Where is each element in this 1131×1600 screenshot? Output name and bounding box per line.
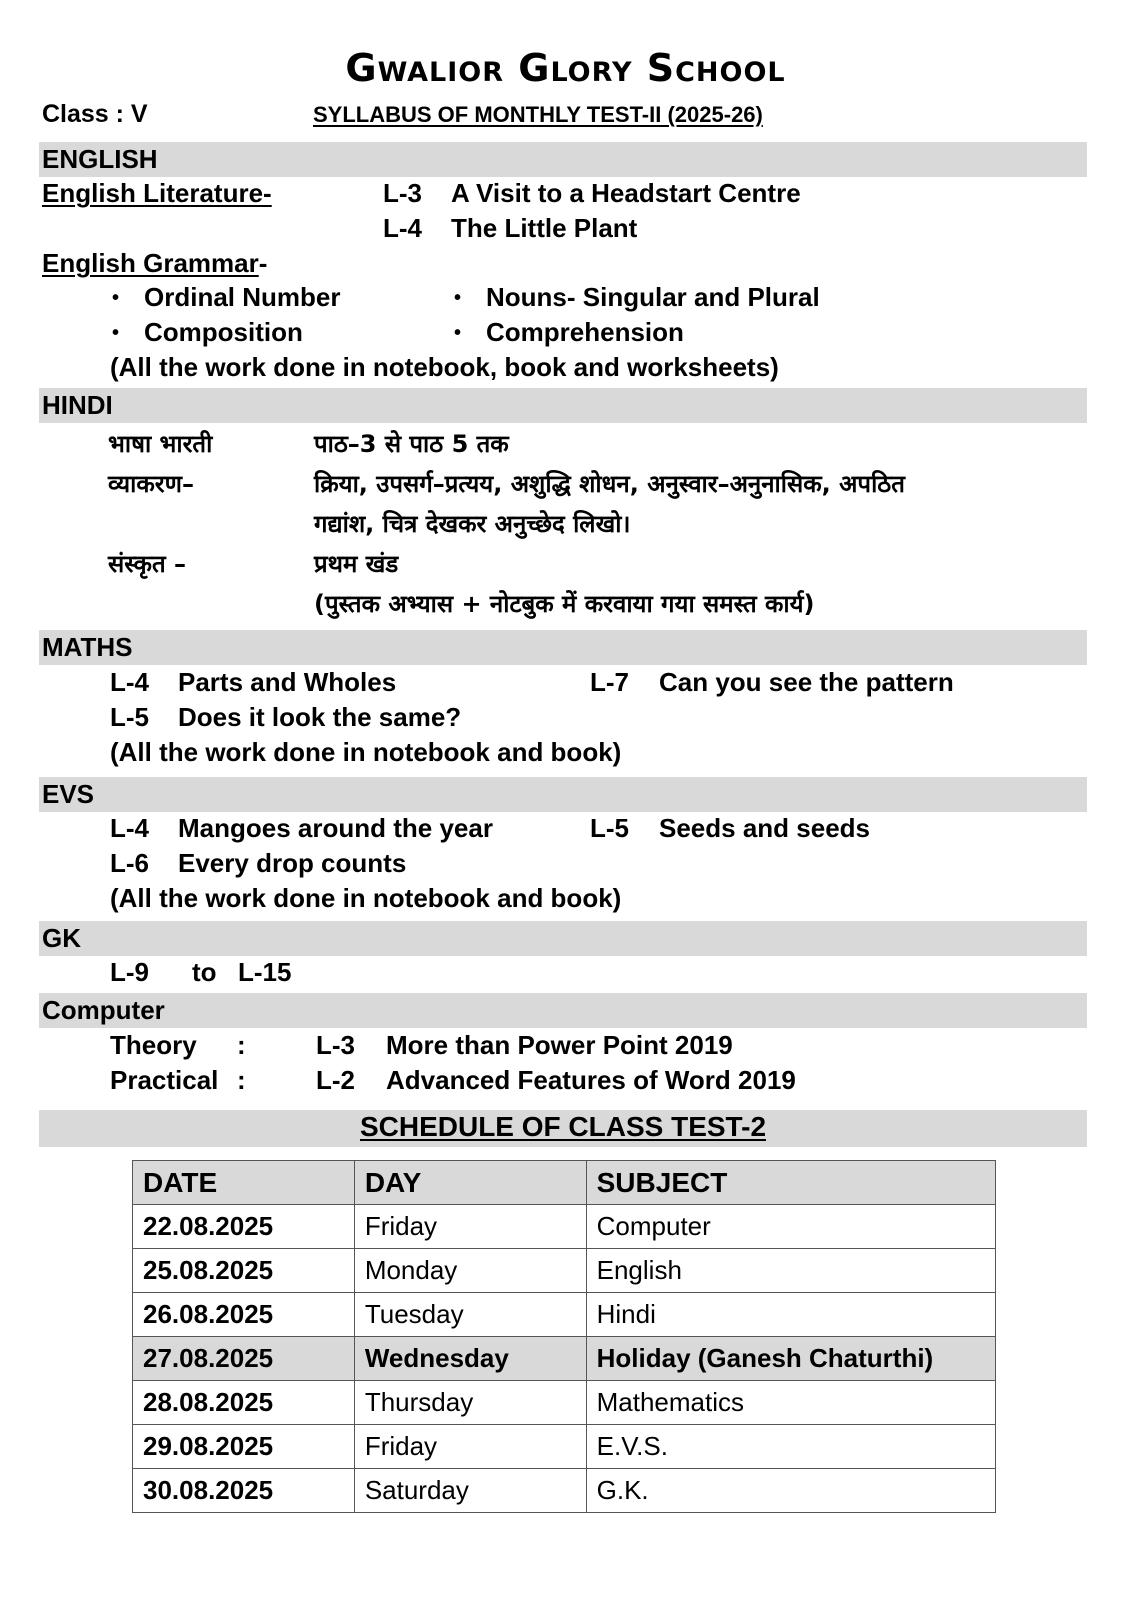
hindi-note: (पुस्तक अभ्यास + नोटबुक में करवाया गया समस्त कार्य): [314, 590, 815, 618]
bullet-icon: •: [454, 287, 462, 309]
table-row: [133, 1469, 996, 1513]
bullet-icon: •: [112, 287, 120, 309]
day-cell: Friday: [354, 1425, 586, 1469]
column-header-day: DAY: [354, 1161, 586, 1205]
day-cell: Monday: [354, 1249, 586, 1293]
school-name: Gwalior Glory School: [345, 46, 786, 90]
hindi-row-2-content-cont: गद्यांश, चित्र देखकर अनुच्छेद लिखो।: [314, 510, 631, 538]
date-cell: 25.08.2025: [133, 1249, 355, 1293]
day-cell: Tuesday: [354, 1293, 586, 1337]
grammar-topic-2: Nouns- Singular and Plural: [486, 282, 820, 312]
computer-theory-title: More than Power Point 2019: [386, 1030, 733, 1060]
subject-cell: E.V.S.: [586, 1425, 995, 1469]
hindi-row-2-content: क्रिया, उपसर्ग–प्रत्यय, अशुद्धि शोधन, अनुस्वार–अनुनासिक, अपठित: [314, 470, 905, 498]
day-cell: Thursday: [354, 1381, 586, 1425]
date-cell: 28.08.2025: [133, 1381, 355, 1425]
bullet-icon: •: [112, 322, 120, 344]
computer-theory-colon: :: [237, 1030, 246, 1060]
class-label: Class : V: [42, 100, 148, 128]
evs-lesson-1-title: Mangoes around the year: [178, 813, 493, 843]
hindi-row-2-label: व्याकरण–: [108, 470, 194, 498]
schedule-table: [132, 1160, 996, 1513]
english-literature-label: English Literature-: [42, 178, 272, 208]
schedule-heading: SCHEDULE OF CLASS TEST-2: [359, 1111, 767, 1142]
date-cell: 29.08.2025: [133, 1425, 355, 1469]
maths-lesson-1-title: Parts and Wholes: [178, 667, 397, 697]
maths-lesson-1-number: L-4: [110, 667, 149, 697]
day-cell: Saturday: [354, 1469, 586, 1513]
column-header-subject: SUBJECT: [586, 1161, 995, 1205]
english-grammar-heading: [42, 248, 267, 279]
grammar-topic-4: Comprehension: [486, 317, 684, 347]
computer-practical-lesson: L-2: [316, 1065, 355, 1095]
subject-cell: Holiday (Ganesh Chaturthi): [586, 1337, 995, 1381]
computer-practical-colon: :: [237, 1065, 246, 1095]
evs-note: (All the work done in notebook and book): [110, 883, 622, 913]
syllabus-title: SYLLABUS OF MONTHLY TEST-II (2025-26): [313, 102, 763, 127]
bullet-icon: •: [454, 322, 462, 344]
hindi-row-3-label: संस्कृत –: [108, 550, 187, 578]
hindi-row-1-label: भाषा भारती: [108, 430, 213, 458]
maths-lesson-2-title: Can you see the pattern: [659, 667, 954, 697]
schedule-heading-band: [39, 1110, 1087, 1147]
maths-heading: MATHS: [42, 632, 133, 662]
maths-note: (All the work done in notebook and book): [110, 737, 622, 767]
maths-lesson-3-title: Does it look the same?: [178, 702, 462, 732]
computer-theory-label: Theory: [110, 1030, 197, 1060]
hindi-heading: HINDI: [42, 390, 113, 420]
hindi-row-1-content: पाठ–3 से पाठ 5 तक: [314, 430, 509, 458]
subject-cell: Hindi: [586, 1293, 995, 1337]
gk-heading: GK: [42, 923, 81, 953]
column-header-date: DATE: [133, 1161, 355, 1205]
day-cell: Wednesday: [354, 1337, 586, 1381]
subject-cell: Mathematics: [586, 1381, 995, 1425]
english-grammar-label: English Grammar: [42, 248, 259, 278]
schedule-header-row: [133, 1161, 996, 1205]
hindi-row-3-content: प्रथम खंड: [314, 550, 399, 578]
english-lit-lesson-2-number: L-4: [383, 213, 422, 243]
maths-lesson-3-number: L-5: [110, 702, 149, 732]
subject-cell: English: [586, 1249, 995, 1293]
evs-lesson-1-number: L-4: [110, 813, 149, 843]
evs-lesson-2-number: L-5: [590, 813, 629, 843]
date-cell: 27.08.2025: [133, 1337, 355, 1381]
evs-lesson-2-title: Seeds and seeds: [659, 813, 870, 843]
computer-heading: Computer: [42, 995, 165, 1025]
english-lit-lesson-2-title: The Little Plant: [451, 213, 638, 243]
maths-section-band: [39, 630, 1087, 665]
english-note: (All the work done in notebook, book and worksheets): [110, 352, 779, 382]
computer-theory-lesson: L-3: [316, 1030, 355, 1060]
english-lit-lesson-1-title: A Visit to a Headstart Centre: [451, 178, 801, 208]
computer-practical-label: Practical: [110, 1065, 219, 1095]
table-row: [133, 1425, 996, 1469]
english-section-band: [39, 142, 1087, 177]
grammar-topic-3: Composition: [144, 317, 303, 347]
computer-section-band: [39, 993, 1087, 1028]
evs-lesson-3-title: Every drop counts: [178, 848, 407, 878]
english-heading: ENGLISH: [42, 144, 158, 174]
gk-section-band: [39, 921, 1087, 956]
evs-lesson-3-number: L-6: [110, 848, 149, 878]
grammar-topic-1: Ordinal Number: [144, 282, 341, 312]
table-row: [133, 1293, 996, 1337]
date-cell: 30.08.2025: [133, 1469, 355, 1513]
english-lit-lesson-1-number: L-3: [383, 178, 422, 208]
computer-practical-title: Advanced Features of Word 2019: [386, 1065, 796, 1095]
english-grammar-dash: -: [258, 248, 268, 278]
subject-cell: G.K.: [586, 1469, 995, 1513]
date-cell: 22.08.2025: [133, 1205, 355, 1249]
table-row-holiday: [133, 1337, 996, 1381]
date-cell: 26.08.2025: [133, 1293, 355, 1337]
day-cell: Friday: [354, 1205, 586, 1249]
gk-range-to-word: to: [192, 957, 217, 987]
gk-range-to: L-15: [238, 957, 292, 987]
table-row: [133, 1381, 996, 1425]
evs-heading: EVS: [42, 779, 95, 809]
evs-section-band: [39, 777, 1087, 812]
maths-lesson-2-number: L-7: [590, 667, 629, 697]
subject-cell: Computer: [586, 1205, 995, 1249]
table-row: [133, 1249, 996, 1293]
table-row: [133, 1205, 996, 1249]
gk-range-from: L-9: [110, 957, 149, 987]
hindi-section-band: [39, 388, 1087, 423]
